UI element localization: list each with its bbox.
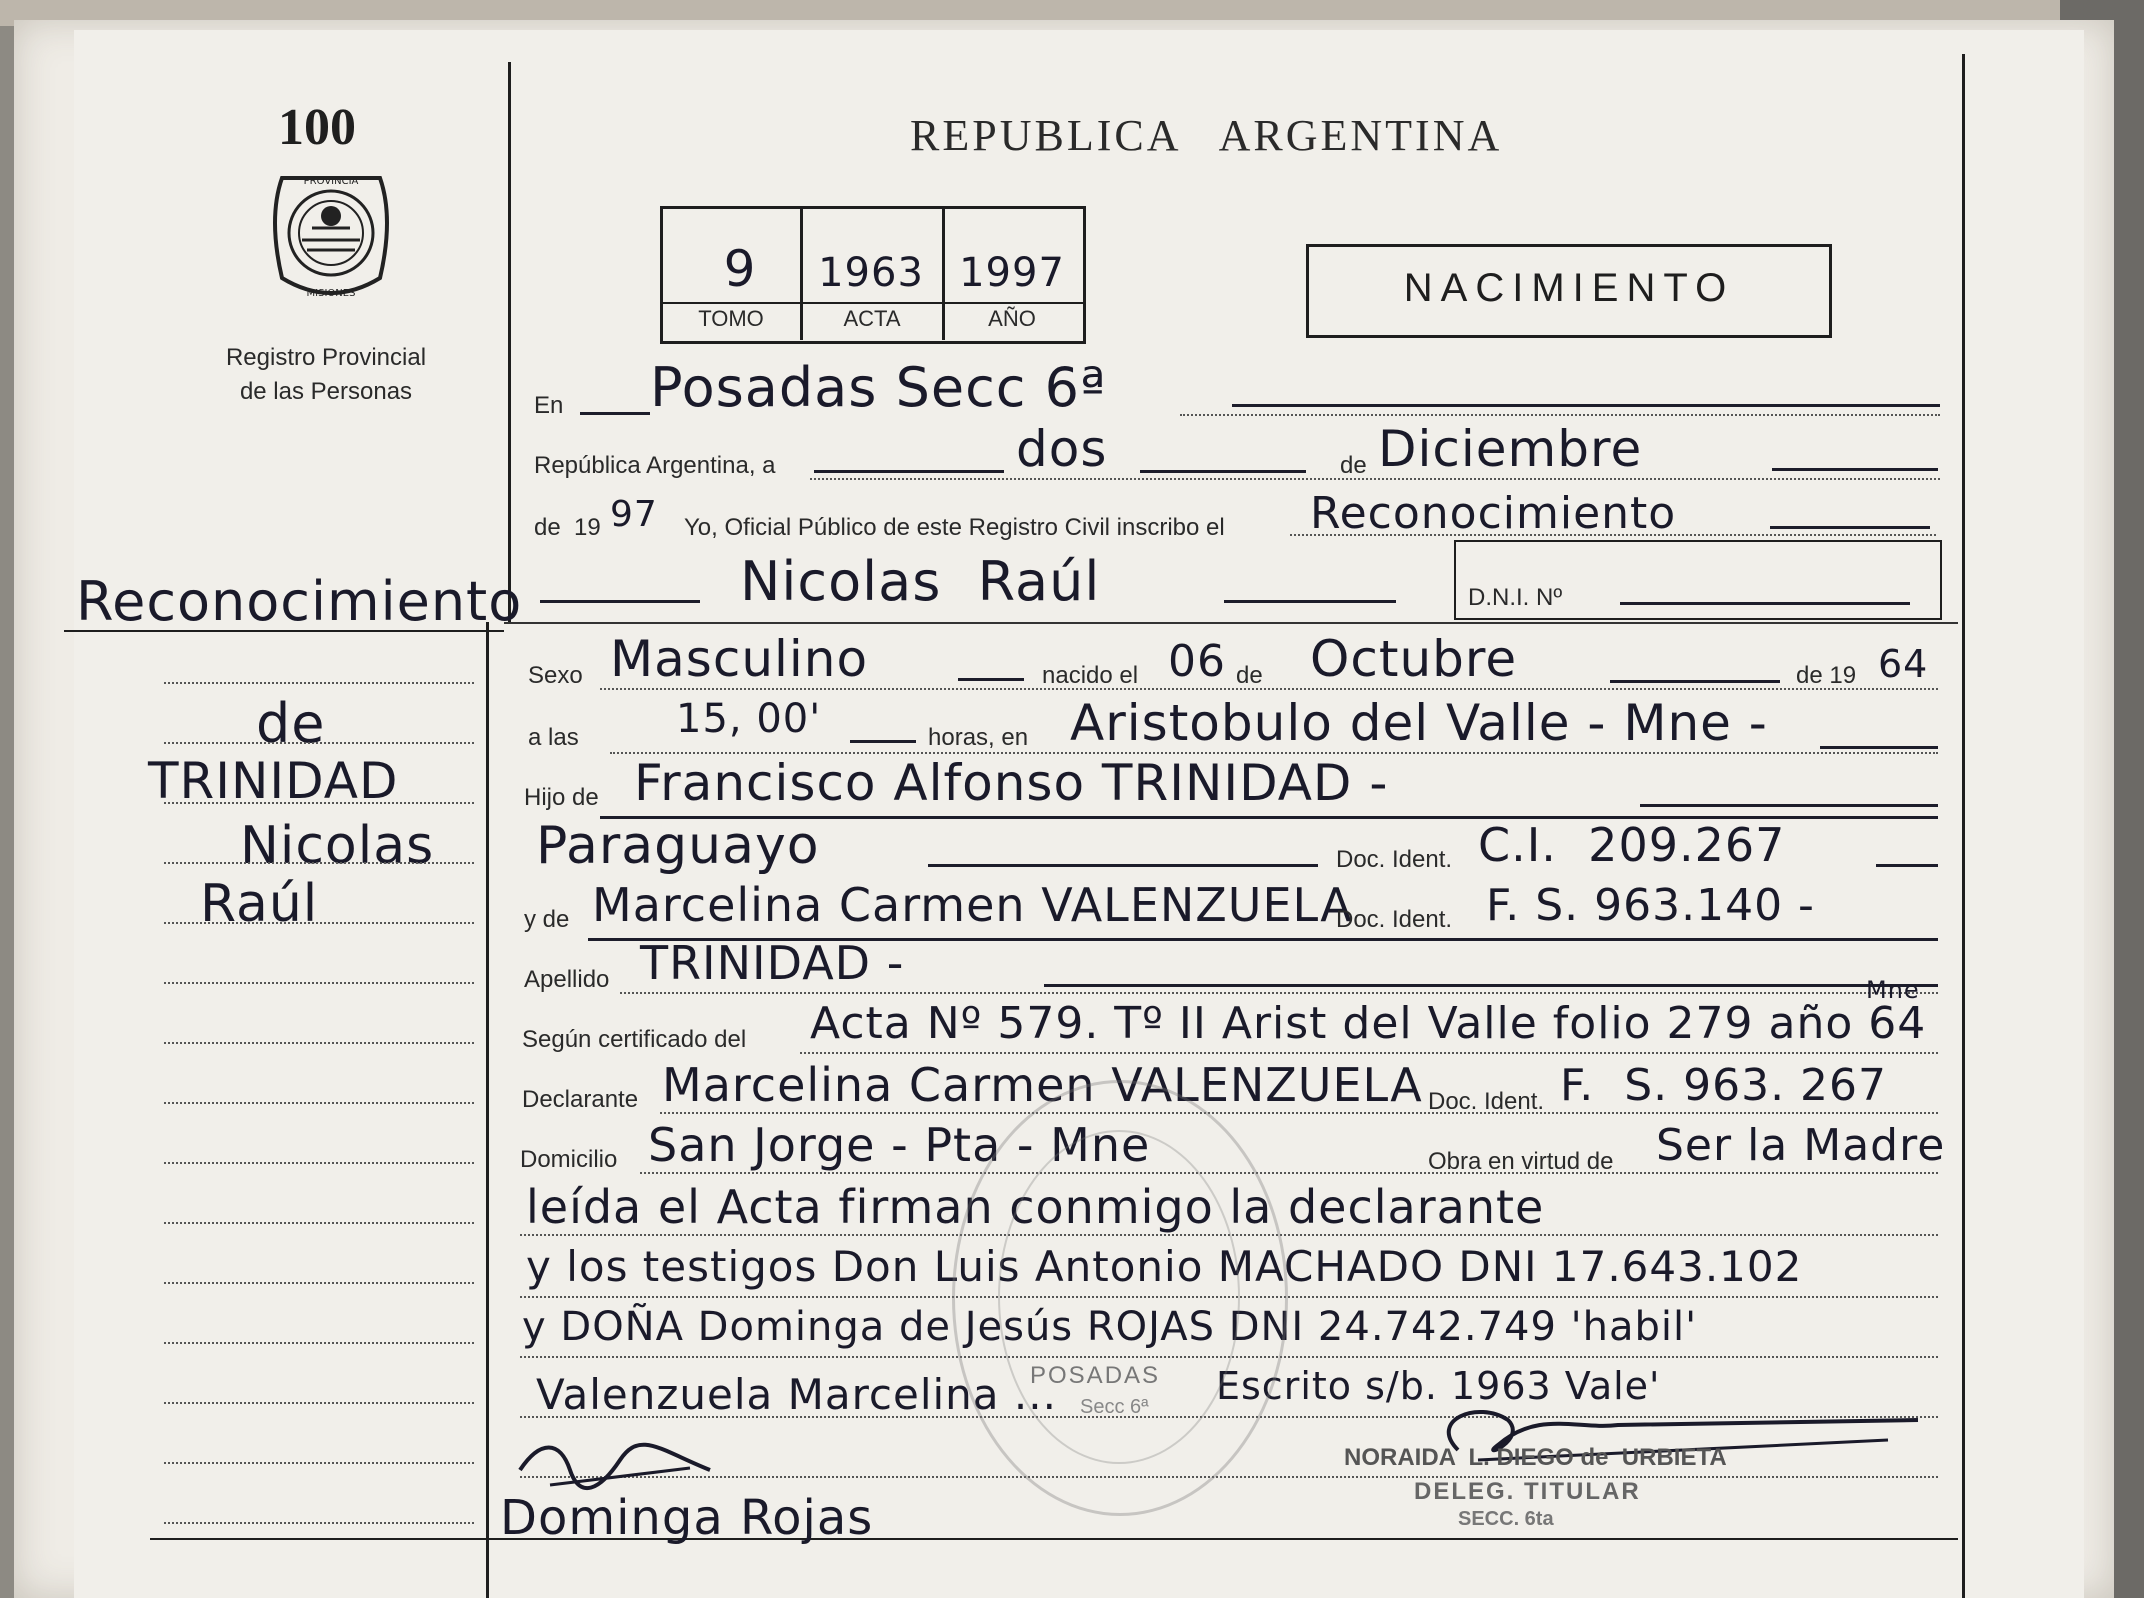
blank xyxy=(1640,804,1938,807)
nacido-year: 64 xyxy=(1878,642,1929,686)
margin-rule xyxy=(164,922,474,924)
blank xyxy=(1232,404,1940,407)
blank xyxy=(1140,470,1306,473)
obra-label: Obra en virtud de xyxy=(1428,1148,1614,1175)
alas-label: a las xyxy=(528,724,579,751)
signature-dominga: Dominga Rojas xyxy=(500,1490,874,1546)
declarante-label: Declarante xyxy=(522,1086,639,1113)
line-dots xyxy=(1180,414,1940,416)
escrito-note: Escrito s/b. 1963 Vale' xyxy=(1216,1364,1661,1408)
text-line-3: y DOÑA Dominga de Jesús ROJAS DNI 24.742.749 'habil' xyxy=(522,1304,1698,1350)
svg-text:MISIONES: MISIONES xyxy=(306,288,356,299)
blank xyxy=(1820,746,1938,749)
blank xyxy=(1620,602,1910,605)
segun-super: Mne xyxy=(1866,976,1920,1004)
margin-rule xyxy=(164,1402,474,1404)
margin-rule xyxy=(164,1102,474,1104)
divider-main xyxy=(486,622,489,1598)
margin-rule xyxy=(164,1042,474,1044)
acta-value: 1963 xyxy=(818,250,924,296)
stamp-city: POSADAS xyxy=(1030,1362,1161,1389)
lugar-value: Aristobulo del Valle - Mne - xyxy=(1070,694,1768,752)
line-dots xyxy=(600,688,1938,690)
margin-rule xyxy=(164,982,474,984)
page-number: 100 xyxy=(278,99,356,156)
margin-rule xyxy=(164,1222,474,1224)
country-title: REPUBLICA ARGENTINA xyxy=(910,111,1503,160)
blank xyxy=(1224,600,1396,603)
obra-value: Ser la Madre xyxy=(1656,1120,1946,1171)
margin-rule xyxy=(164,862,474,864)
line-dots xyxy=(660,1112,1938,1114)
svg-text:PROVINCIA: PROVINCIA xyxy=(303,176,359,187)
margin-rule xyxy=(164,1342,474,1344)
doc-ident-label: Doc. Ident. xyxy=(1336,846,1453,873)
text-line-2: y los testigos Don Luis Antonio MACHADO DNI 17.643.102 xyxy=(526,1242,1803,1291)
nacido-dia: 06 xyxy=(1168,636,1226,687)
line-dots xyxy=(640,1172,1938,1174)
doc-ident-label-3: Doc. Ident. xyxy=(1428,1088,1545,1115)
margin-rule xyxy=(164,682,474,684)
inscribo-value: Reconocimiento xyxy=(1310,488,1677,539)
doc-ident-label-2: Doc. Ident. xyxy=(1336,906,1453,933)
nacido-label: nacido el xyxy=(1042,662,1139,689)
hijo-label: Hijo de xyxy=(524,784,599,811)
blank xyxy=(928,864,1318,867)
dia-value: dos xyxy=(1016,420,1108,478)
blank xyxy=(958,678,1024,681)
blank xyxy=(814,470,1004,473)
line-dots xyxy=(1290,534,1936,536)
de-label-2: de xyxy=(1236,662,1263,689)
text-line-4: Valenzuela Marcelina ... xyxy=(536,1370,1057,1419)
nacido-mes: Octubre xyxy=(1310,630,1518,688)
oficial-label: Yo, Oficial Público de este Registro Civil inscribo el xyxy=(684,514,1225,541)
horas-label: horas, en xyxy=(928,724,1029,751)
de19-label: de 19 xyxy=(534,514,601,541)
line-dots xyxy=(810,478,1940,480)
de-label: de xyxy=(1340,452,1367,479)
ano-label: AÑO xyxy=(988,306,1036,331)
domicilio-label: Domicilio xyxy=(520,1146,618,1173)
registry-line1: Registro Provincial xyxy=(225,344,427,371)
margin-rule xyxy=(164,1282,474,1284)
margin-rule xyxy=(164,1462,474,1464)
domicilio-value: San Jorge - Pta - Mne xyxy=(648,1118,1151,1172)
divider-top xyxy=(508,62,511,622)
madre-value: Marcelina Carmen VALENZUELA xyxy=(592,878,1353,932)
record-rule xyxy=(660,302,1084,304)
margin-rule xyxy=(164,1162,474,1164)
bottom-rule xyxy=(150,1538,1958,1540)
year-value: 97 xyxy=(610,494,658,535)
official-secc: SECC. 6ta xyxy=(1458,1508,1554,1530)
dni-label: D.N.I. Nº xyxy=(1468,584,1563,611)
margin-rule xyxy=(164,802,474,804)
de19-label-2: de 19 xyxy=(1796,662,1857,689)
hora-value: 15, 00' xyxy=(676,696,822,742)
margin-title: Reconocimiento xyxy=(76,570,523,633)
blank xyxy=(580,412,650,415)
margin-rule xyxy=(164,742,474,744)
declarante-value: Marcelina Carmen VALENZUELA xyxy=(662,1058,1423,1112)
blank xyxy=(1044,984,1938,987)
padre-doc: C.I. 209.267 xyxy=(1478,818,1786,872)
yde-label: y de xyxy=(524,906,570,933)
tomo-value: 9 xyxy=(723,240,757,298)
line-dots xyxy=(620,992,1938,994)
blank xyxy=(850,740,916,743)
blank xyxy=(1772,468,1938,471)
blank xyxy=(1876,864,1938,867)
republica-label: República Argentina, a xyxy=(534,452,776,479)
en-label: En xyxy=(534,392,564,419)
name-value: Nicolas Raúl xyxy=(740,550,1101,613)
provincial-seal-icon xyxy=(262,158,400,310)
en-value: Posadas Secc 6ª xyxy=(650,356,1107,419)
ano-value: 1997 xyxy=(959,250,1065,296)
acta-label: ACTA xyxy=(843,306,901,331)
document-type: NACIMIENTO xyxy=(1403,266,1735,310)
margin-given2: Raúl xyxy=(200,874,319,934)
madre-doc: F. S. 963.140 - xyxy=(1486,880,1815,931)
line-dots xyxy=(800,1052,1938,1054)
text-line-1: leída el Acta firman conmigo la declarante xyxy=(526,1180,1545,1234)
margin-surname: TRINIDAD xyxy=(148,752,399,810)
section-rule xyxy=(504,622,1958,624)
stamp-word: Secc 6ª xyxy=(1080,1396,1149,1418)
padre-value: Francisco Alfonso TRINIDAD - xyxy=(634,754,1389,812)
tomo-label: TOMO xyxy=(698,306,764,331)
segun-label: Según certificado del xyxy=(522,1026,747,1053)
registry-line2: de las Personas xyxy=(239,378,413,405)
blank xyxy=(540,600,700,603)
margin-de: de xyxy=(256,692,326,755)
official-name: NORAIDA L. DIEGO de URBIETA xyxy=(1344,1444,1727,1471)
sexo-value: Masculino xyxy=(610,630,869,688)
blank xyxy=(1770,526,1930,529)
official-title: DELEG. TITULAR xyxy=(1414,1478,1641,1505)
margin-rule xyxy=(164,1522,474,1524)
divider-right xyxy=(1962,54,1965,1598)
apellido-value: TRINIDAD - xyxy=(640,936,905,990)
sexo-label: Sexo xyxy=(528,662,583,689)
margin-given1: Nicolas xyxy=(240,816,435,876)
padre-nac: Paraguayo xyxy=(536,816,820,876)
segun-value: Acta Nº 579. Tº II Arist del Valle folio 279 año 64 xyxy=(810,998,1927,1049)
mes-value: Diciembre xyxy=(1378,420,1643,478)
apellido-label: Apellido xyxy=(524,966,610,993)
declarante-doc: F. S. 963. 267 xyxy=(1560,1060,1888,1111)
blank xyxy=(1610,680,1780,683)
